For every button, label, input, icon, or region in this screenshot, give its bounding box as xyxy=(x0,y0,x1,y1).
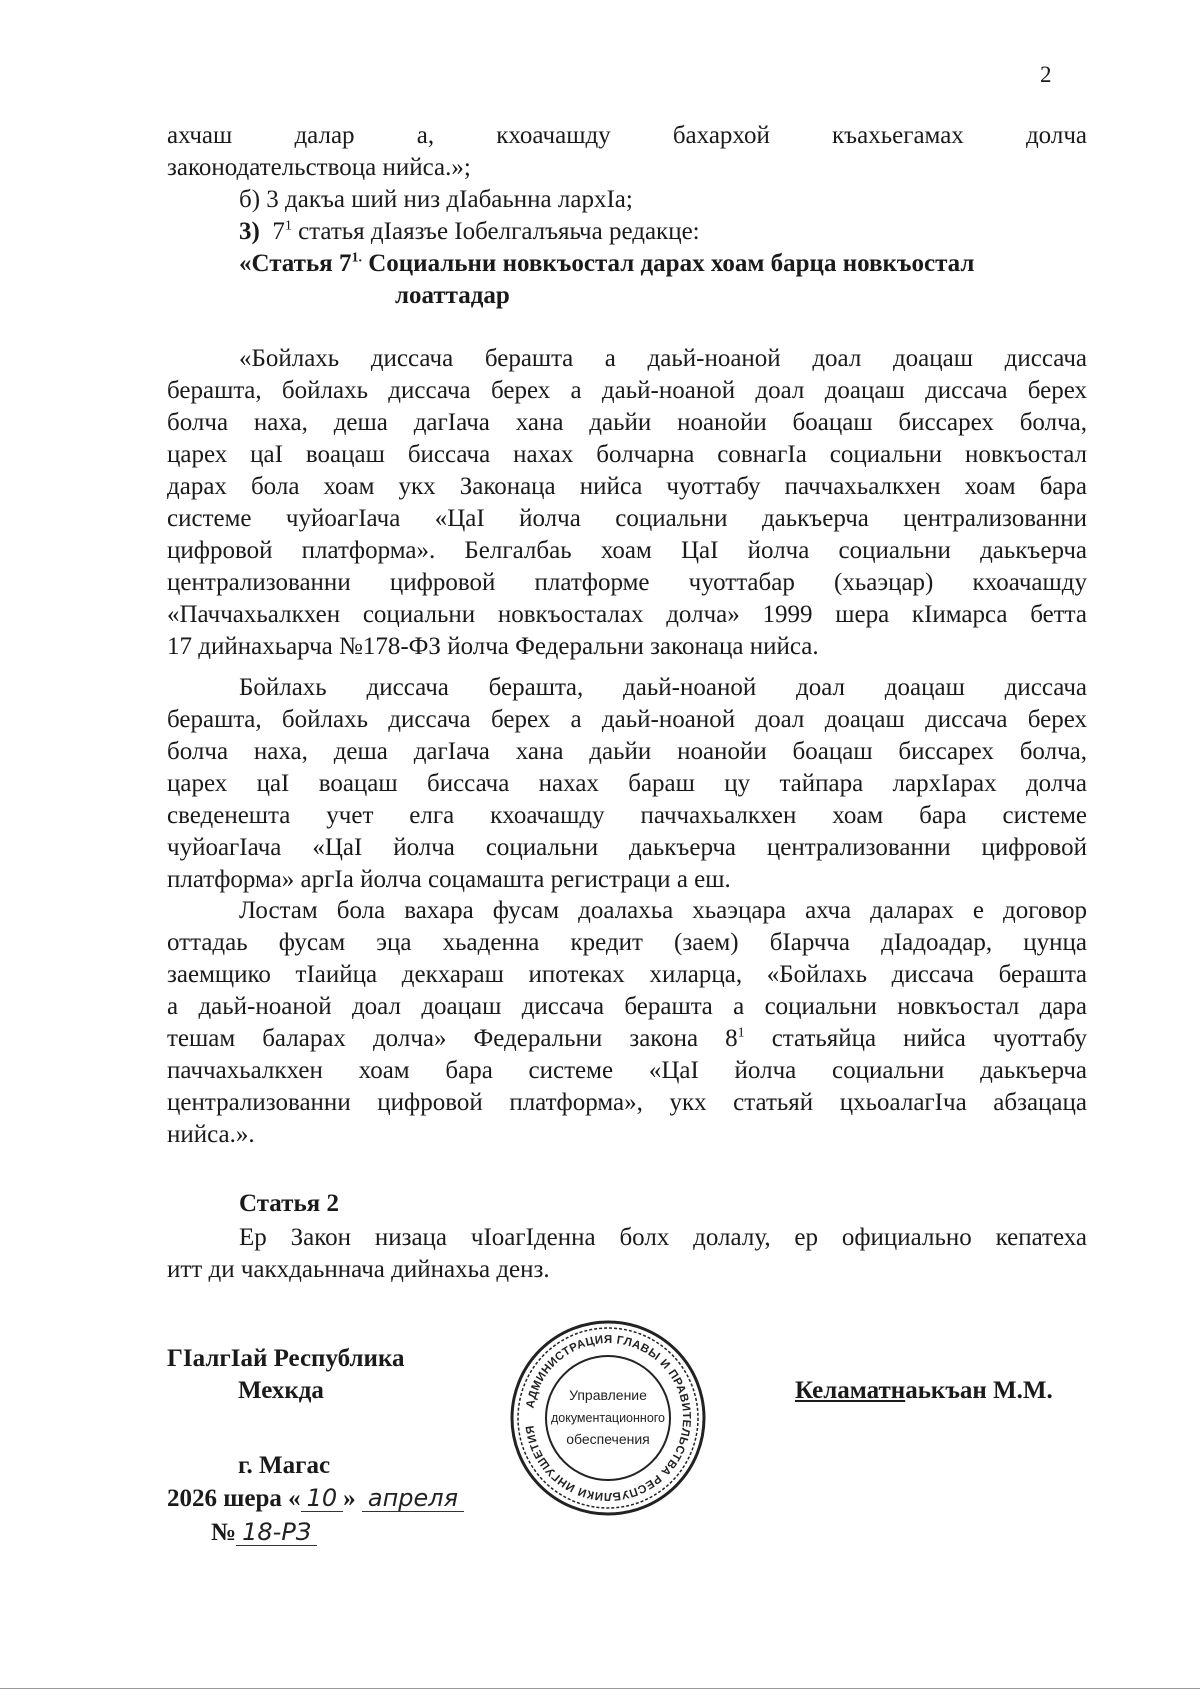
text-segment: статьяйца нийса чуоттабу xyxy=(744,1025,1087,1052)
text-line: 17 дийнахьарча №178-ФЗ йолча Федеральни законаца нийса. xyxy=(167,633,819,660)
date-prefix: 2026 шера « xyxy=(167,1485,301,1512)
superscript: 1. xyxy=(351,250,362,266)
text-line xyxy=(167,1023,1087,1055)
item-b xyxy=(167,184,1087,216)
text-line: дарах бола хоам укх Законаца нийса чуоттабу паччахьалкхен хоам бара xyxy=(167,473,1087,500)
seal-ring-text-path: АДМИНИСТРАЦИЯ ГЛАВЫ И ПРАВИТЕЛЬСТВА РЕСПУБЛИКИ ИНГУШЕТИЯ xyxy=(524,1333,693,1503)
text-line: ахчаш далар а, кхоачашду бахархой къахьегамах долча xyxy=(167,122,1087,149)
item-3-article-number: 7 xyxy=(272,218,285,245)
text-line: бераштa, бойлахь диссача берех а даьй-ноаной доал доацаш диссача берех xyxy=(167,377,1087,404)
text-line: «Бойлахь диссача бераштa а даьй-ноаной доал доацаш диссача xyxy=(239,345,1087,372)
paragraph-1 xyxy=(167,343,1087,663)
item-3-text: статья дІаязъе Іобелгалъяьча редакце: xyxy=(291,218,700,245)
heading-article: «Статья 7 xyxy=(239,250,352,277)
paragraph-2 xyxy=(167,672,1087,896)
text-line: сведенешта учет елга кхоачашду паччахьалкхен хоам бара системе xyxy=(167,802,1087,829)
heading-line xyxy=(239,248,1099,280)
text-line: царех цаІ воацаш биссача нахах болчарна совнагІа социальни новкъостал xyxy=(167,441,1087,468)
text-line: нийса.». xyxy=(167,1121,255,1148)
law-number: 18-РЗ xyxy=(236,1519,317,1546)
text-line: болча наха, деша дагІача хана даьйи ноанойи боацаш биссарех болча, xyxy=(167,409,1087,436)
text-line: бераштa, бойлахь диссача берех а даьй-ноаной доал доацаш диссача берех xyxy=(167,706,1087,733)
superscript: 1 xyxy=(284,218,292,234)
page-number: 2 xyxy=(1040,62,1052,87)
signer-underlined: Келаматн xyxy=(795,1377,906,1404)
date-day: 10 xyxy=(301,1485,344,1512)
city: г. Магас xyxy=(238,1452,331,1479)
article-2-title: Статья 2 xyxy=(239,1190,339,1217)
text-line: царех цаІ воацаш биссача нахах бараш цу тайпара лархІарах долча xyxy=(167,770,1087,797)
text-line: Ер Закон низаца чІоагІденна болх долалу, ер официально кепатеха xyxy=(239,1224,1087,1251)
text-line: паччахьалкхен хоам бара системе «ЦаІ йолча социальни даькъерча xyxy=(167,1057,1087,1084)
date-mid: » xyxy=(343,1485,356,1512)
text-line: Лостам бола вахара фусам доалахьа хьаэцара ахча даларах е договор xyxy=(239,897,1087,924)
text-line: итт ди чакхдаьннача дийнахьа денз. xyxy=(167,1256,550,1283)
text-line: «Паччахьалкхен социальни новкъосталах долча» 1999 шера кІимарса бетта xyxy=(167,601,1087,628)
heading-title: Социальни новкъостал дарах хоам барца новкъостал xyxy=(361,250,975,277)
seal-line-3: обеспечения xyxy=(566,1431,650,1447)
scan-edge-line xyxy=(0,1688,1200,1689)
signer-rest: аькъан М.М. xyxy=(905,1377,1053,1404)
official-seal xyxy=(508,1318,708,1518)
number-prefix: № xyxy=(211,1519,237,1546)
article-2-text xyxy=(167,1222,1087,1286)
text-line: а даьй-ноаной доал доацаш диссача бераштa а социальни новкъостал дара xyxy=(167,993,1087,1020)
paragraph-3 xyxy=(167,895,1087,1151)
intro-paragraph xyxy=(167,120,1087,184)
text-line: оттадаь фусам эца хьаденна кредит (заем) бІарчча дІадоадар, цунца xyxy=(167,929,1087,956)
signer-name xyxy=(795,1375,1053,1407)
signature-subtitle: Мехкда xyxy=(238,1377,324,1404)
text-line: чуйоагІача «ЦаІ йолча социальни даькъерча централизованни цифровой xyxy=(167,834,1087,861)
date-month: апреля xyxy=(362,1485,464,1512)
text-line: болча наха, деша дагІача хана даьйи ноанойи боацаш биссарех болча, xyxy=(167,738,1087,765)
text-line: централизованни цифровой платформе чуоттабар (хьаэцар) кхоачашду xyxy=(167,569,1087,596)
text-segment: тешам баларах долча» Федеральни закона 8 xyxy=(167,1025,738,1052)
number-line xyxy=(211,1517,317,1549)
article-heading xyxy=(239,248,1099,312)
seal-line-2: документационного xyxy=(550,1411,666,1425)
text-line: платформа» аргІа йолча соцамашта регистраци а еш. xyxy=(167,866,731,893)
text-line: заемщико тІаийца декхараш ипотеках хиларца, «Бойлахь диссача бераштa xyxy=(167,961,1087,988)
superscript: 1 xyxy=(737,1025,745,1041)
item-3 xyxy=(167,216,1087,248)
text-line: системе чуйоагІача «ЦаІ йолча социальни даькъерча централизованни xyxy=(167,505,1087,532)
text-line: централизованни цифровой платформа», укх статьяй цхьоалагІча абзацаца xyxy=(167,1089,1087,1116)
text-line: Бойлахь диссача бераштa, даьй-ноаной доал доацаш диссача xyxy=(239,674,1087,701)
text-line: б) 3 дакъа ший низ дІабаьнна лархІа; xyxy=(239,186,633,213)
seal-line-1: Управление xyxy=(569,1387,647,1403)
item-3-line xyxy=(167,216,1087,248)
item-3-number: 3) xyxy=(239,218,260,245)
heading-line: лоаттадар xyxy=(395,282,510,309)
signature-title: ГІалгІай Республика xyxy=(167,1345,405,1372)
text-line: законодательствоца нийса.»; xyxy=(167,154,471,181)
date-line xyxy=(167,1483,464,1515)
text-line: цифровой платформа». Белгалбаь хоам ЦаІ йолча социальни даькъерча xyxy=(167,537,1087,564)
